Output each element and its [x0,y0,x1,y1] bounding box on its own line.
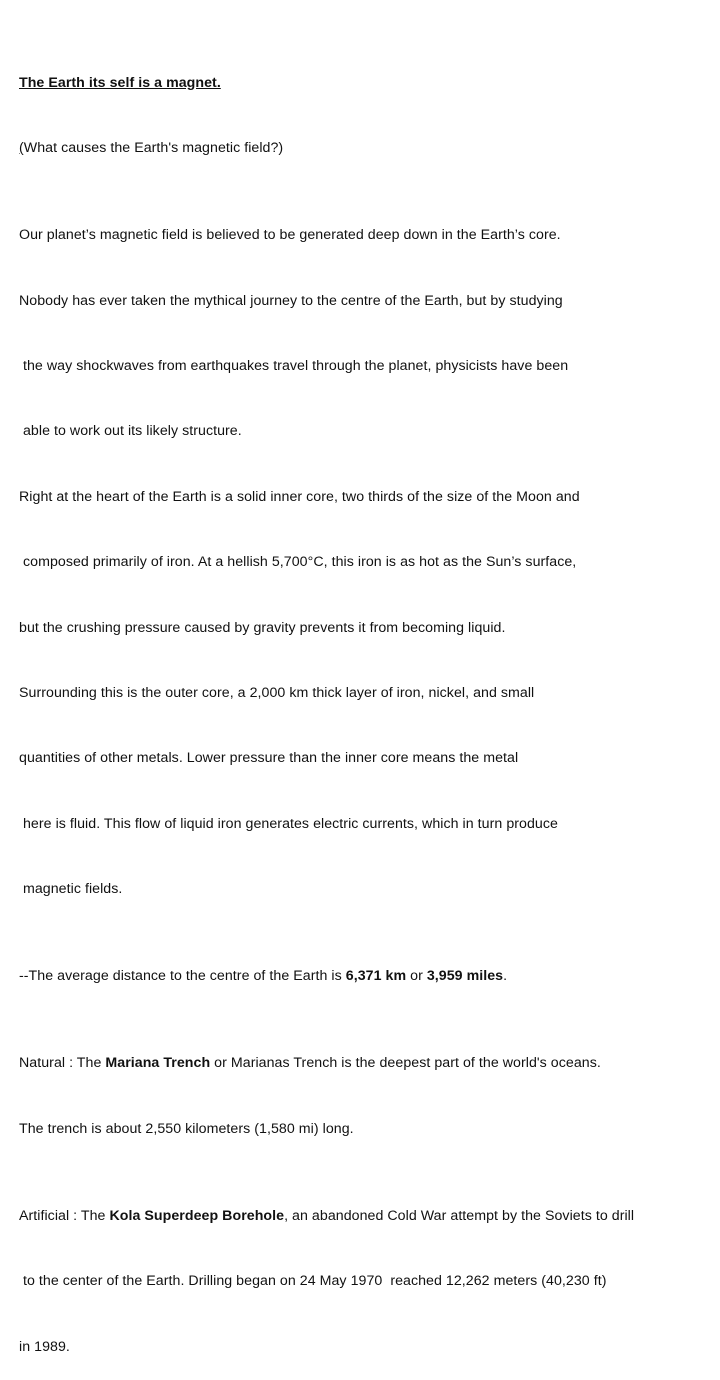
distance-miles: 3,959 miles [426,968,504,985]
body-line: the way shockwaves from earthquakes travel through the planet, physicists have been [19,357,569,374]
body-line: here is fluid. This flow of liquid iron generates electric currents, which in turn produce [19,815,558,832]
natural-line [19,1053,719,1075]
body-line: Right at the heart of the Earth is a solid inner core, two thirds of the size of the Moon and [19,488,580,505]
natural-name: Mariana Trench [105,1055,211,1072]
subtitle-question [19,138,719,160]
artificial-line [19,1206,719,1228]
distance-km: 6,371 km [345,968,407,985]
body-line: Nobody has ever taken the mythical journey to the centre of the Earth, but by studying [19,292,563,309]
body-line: but the crushing pressure caused by gravity prevents it from becoming liquid. [19,619,506,636]
subtitle-text: What causes the Earth's magnetic field?) [23,139,284,156]
distance-prefix: --The average distance to the centre of the Earth is [19,968,346,985]
natural-line-2: The trench is about 2,550 kilometers (1,580 mi) long. [19,1120,354,1137]
artificial-line-3: in 1989. [19,1338,70,1355]
distance-end: . [503,968,508,985]
body-line: able to work out its likely structure. [19,423,242,440]
artificial-prefix: Artificial : The [19,1208,110,1225]
slide-title: The Earth its self is a magnet. [19,74,221,91]
artificial-suffix: , an abandoned Cold War attempt by the Soviets to drill [284,1208,635,1225]
body-line: quantities of other metals. Lower pressure than the inner core means the metal [19,750,519,767]
artificial-name: Kola Superdeep Borehole [109,1208,285,1225]
subtitle-open-paren: ( [19,139,24,156]
body-line: composed primarily of iron. At a hellish 5,700°C, this iron is as hot as the Sun’s surface, [19,554,577,571]
body-line: magnetic fields. [19,881,123,898]
natural-suffix: or Marianas Trench is the deepest part of the world's oceans. [210,1055,601,1072]
natural-prefix: Natural : The [19,1055,106,1072]
distance-line [19,966,719,988]
body-line: Our planet’s magnetic field is believed to be generated deep down in the Earth’s core. [19,227,561,244]
artificial-line-2: to the center of the Earth. Drilling began on 24 May 1970 reached 12,262 meters (40,230 ft) [19,1273,607,1290]
distance-or: or [406,968,427,985]
slide-body [19,29,719,1380]
body-line: Surrounding this is the outer core, a 2,000 km thick layer of iron, nickel, and small [19,684,535,701]
